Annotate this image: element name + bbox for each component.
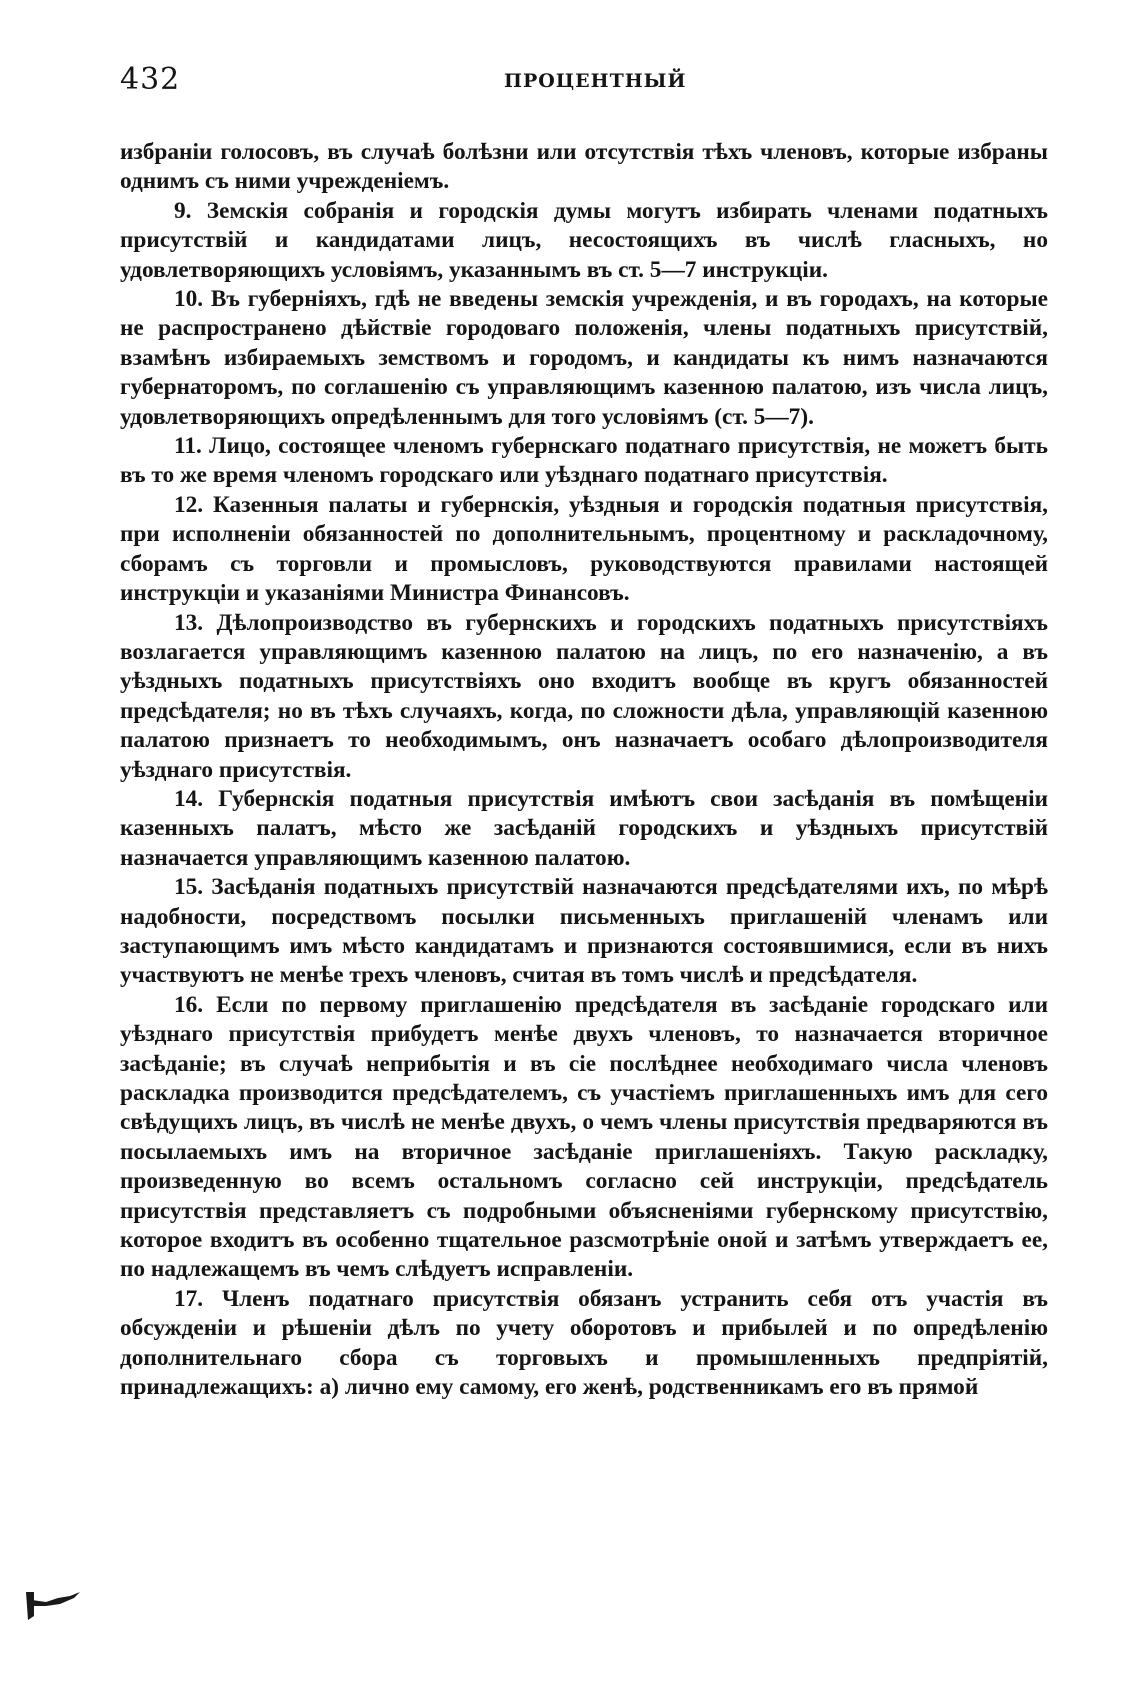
paragraph-article-11: 11. Лицо, состоящее членомъ губернскаго податнаго присутствія, не можетъ быть въ то же время членомъ городскаго или уѣзднаго податнаго присутствія. xyxy=(120,433,1048,489)
running-title: ПРОЦЕНТНЫЙ xyxy=(504,70,687,92)
paragraph-continuation: избраніи голосовъ, въ случаѣ болѣзни или отсутствія тѣхъ членовъ, которые избраны однимъ съ ними учрежденіемъ. xyxy=(120,139,1048,195)
paragraph-article-16: 16. Если по первому приглашенію предсѣдателя въ засѣданіе городскаго или уѣзднаго присутствія прибудетъ менѣе двухъ членовъ, то назначается вторичное засѣданіе; въ случаѣ неприбытія и въ сіе послѣднее необходимаго числа членовъ раскладка производится предсѣдателемъ, съ участіемъ приглашенныхъ имъ для сего свѣдущихъ лицъ, въ числѣ не менѣе двухъ, о чемъ члены присутствія предваряются въ посылаемыхъ имъ на вторичное засѣданіе приглашеніяхъ. Такую раскладку, произведенную во всемъ остальномъ согласно сей инструкціи, предсѣдатель присутствія представляетъ съ подробными объясненіями губернскому присутствію, которое входитъ въ особенно тщательное разсмотрѣніе оной и затѣмъ утверждаетъ ее, по надлежащемъ въ чемъ слѣдуетъ исправленіи. xyxy=(120,991,1048,1283)
paragraph-article-9: 9. Земскія собранія и городскія думы могутъ избирать членами податныхъ присутствій и кандидатами лицъ, несостоящихъ въ числѣ гласныхъ, но удовлетворяющихъ условіямъ, указаннымъ въ ст. 5—7 инструкціи. xyxy=(120,197,1048,283)
paragraph-article-13: 13. Дѣлопроизводство въ губернскихъ и городскихъ податныхъ присутствіяхъ возлагается управляющимъ казенною палатою на лицъ, по его назначенію, а въ уѣздныхъ податныхъ присутствіяхъ оно входитъ вообще въ кругъ обязанностей предсѣдателя; но въ тѣхъ случаяхъ, когда, по сложности дѣла, управляющій казенною палатою признаетъ то необходимымъ, онъ назначаетъ особаго дѣлопроизводителя уѣзднаго присутствія. xyxy=(120,609,1048,783)
paragraph-article-12: 12. Казенныя палаты и губернскія, уѣздныя и городскія податныя присутствія, при исполненіи обязанностей по дополнительнымъ, процентному и раскладочному, сборамъ съ торговли и промысловъ, руководствуются правилами настоящей инструкціи и указаніями Министра Финансовъ. xyxy=(120,491,1048,607)
page-number: 432 xyxy=(120,62,181,97)
paragraph-article-15: 15. Засѣданія податныхъ присутствій назначаются предсѣдателями ихъ, по мѣрѣ надобности, посредствомъ посылки письменныхъ приглашеній членамъ или заступающимъ имъ мѣсто кандидатамъ и признаются состоявшимися, если въ нихъ участвуютъ не менѣе трехъ членовъ, считая въ томъ числѣ и предсѣдателя. xyxy=(120,874,1048,989)
page-header xyxy=(120,62,1045,102)
body-text xyxy=(120,138,1048,1402)
margin-ink-mark-icon xyxy=(24,1586,84,1622)
paragraph-article-17: 17. Членъ податнаго присутствія обязанъ устранить себя отъ участія въ обсужденіи и рѣшеніи дѣлъ по учету оборотовъ и прибылей и по опредѣленію дополнительнаго сбора съ торговыхъ и промышленныхъ предпріятій, принадлежащихъ: а) лично ему самому, его женѣ, родственникамъ его въ прямой xyxy=(120,1285,1048,1401)
paragraph-article-14: 14. Губернскія податныя присутствія имѣютъ свои засѣданія въ помѣщеніи казенныхъ палатъ, мѣсто же засѣданій городскихъ и уѣздныхъ присутствій назначается управляющимъ казенною палатою. xyxy=(120,785,1048,871)
paragraph-article-10: 10. Въ губерніяхъ, гдѣ не введены земскія учрежденія, и въ городахъ, на которые не распространено дѣйствіе городоваго положенія, члены податныхъ присутствій, взамѣнъ избираемыхъ земствомъ и городомъ, и кандидаты къ нимъ назначаются губернаторомъ, по соглашенію съ управляющимъ казенною палатою, изъ числа лицъ, удовлетворяющихъ опредѣленнымъ для того условіямъ (ст. 5—7). xyxy=(120,286,1048,430)
